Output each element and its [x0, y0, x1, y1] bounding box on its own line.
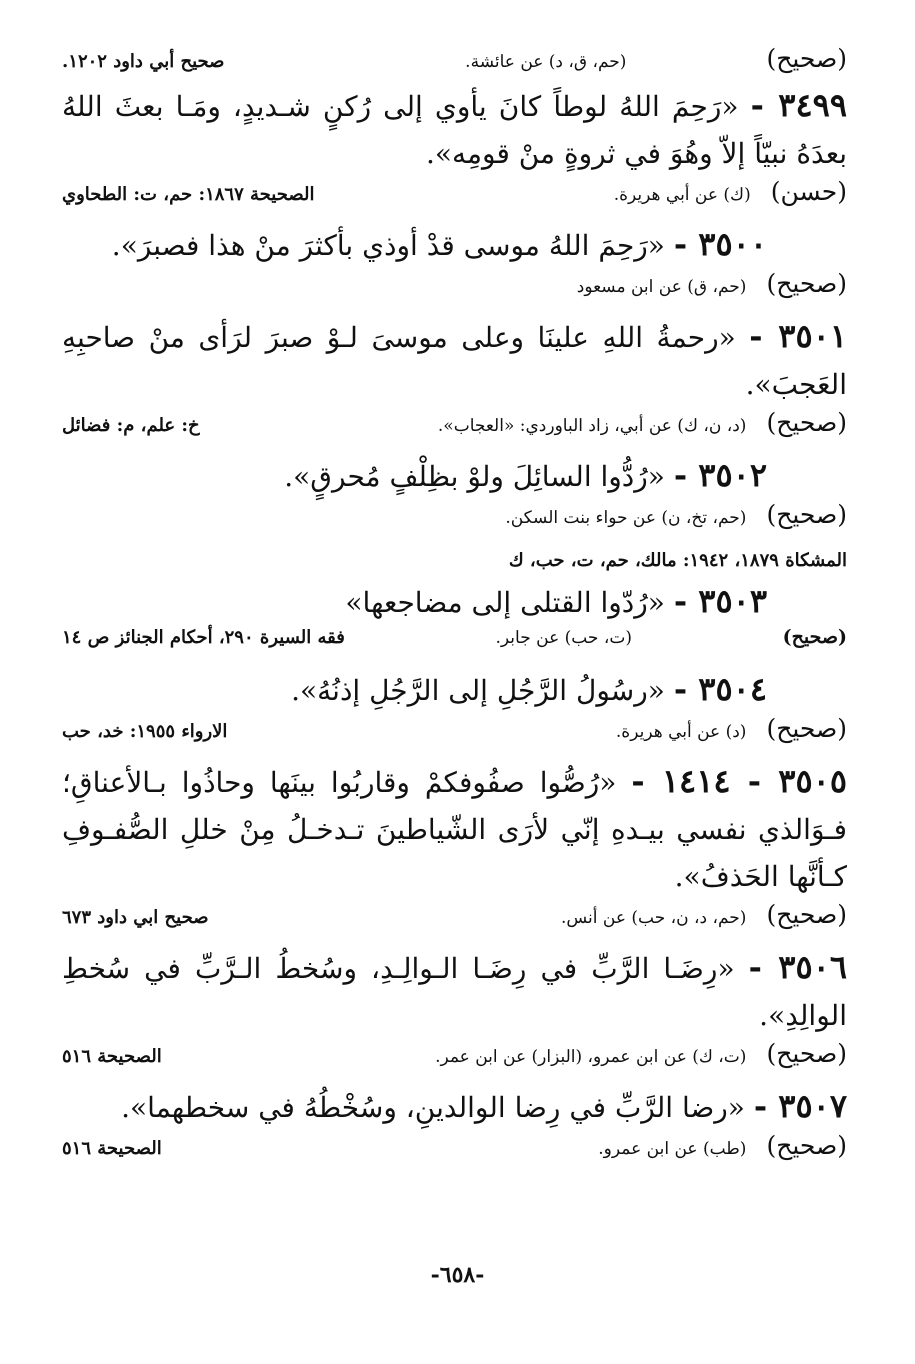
reference-text: الصحيحة ٥١٦: [62, 1138, 162, 1159]
reference-text: صحيح ابي داود ٦٧٣: [62, 907, 209, 928]
source-text: (طب) عن ابن عمرو.: [598, 1139, 747, 1159]
hadith-text: «رسُولُ الرَّجُلِ إلى الرَّجُلِ إذنُهُ».: [291, 674, 665, 707]
source-text: (حم، تخ، ن) عن حواء بنت السكن.: [505, 508, 747, 528]
info-line-top: [62, 44, 847, 82]
hadith-number: ٣٥٠٧ -: [753, 1087, 847, 1125]
hadith-text: «رَحِمَ اللهُ لوطاً كانَ يأوي إلى رُكنٍ شـديدٍ، ومَـا بعثَ اللهُ بعدَهُ نبيّاً إلاّ وهُوَ في ثروةٍ منْ قومِه».: [62, 90, 847, 170]
hadith-text: «رحمةُ اللهِ علينَا وعلى موسىَ لـوْ صبرَ لرَأى منْ صاحبِهِ العَجبَ».: [62, 321, 847, 401]
source-text: (حم، د، ن، حب) عن أنس.: [560, 908, 747, 928]
grade-label: (صحيح): [766, 900, 847, 929]
info-line-3505: [62, 900, 847, 944]
hadith-number: ٣٥٠٠ -: [673, 225, 767, 263]
reference-text: فقه السيرة ٢٩٠، أحكام الجنائز ص ١٤: [62, 627, 345, 648]
reference-text: صحيح أبي داود ١٢٠٢.: [62, 51, 225, 72]
grade-label: (صحيح): [766, 44, 847, 73]
grade-label: (صحيح): [766, 269, 847, 298]
grade-label: (صحيح): [782, 626, 847, 648]
grade-label: (صحيح): [766, 714, 847, 743]
source-text: (ت، حب) عن جابر.: [495, 628, 632, 648]
info-line-3499: [62, 177, 847, 221]
hadith-3506: [62, 944, 847, 1039]
source-text: (حم، ق) عن ابن مسعود: [576, 277, 747, 297]
info-line-3504: [62, 714, 847, 758]
hadith-3507: [62, 1083, 847, 1131]
info-line-3506: [62, 1039, 847, 1083]
source-text: (د) عن أبي هريرة.: [615, 722, 747, 742]
hadith-text: «رُدُّوا السائِلَ ولوْ بظِلْفٍ مُحرقٍ».: [284, 460, 665, 493]
info-line-3507: [62, 1131, 847, 1175]
grade-label: (صحيح): [766, 408, 847, 437]
hadith-3504: [62, 666, 847, 714]
hadith-text: «رَحِمَ اللهُ موسى قدْ أوذي بأكثرَ منْ هذا فصبرَ».: [111, 229, 665, 262]
hadith-text: «رُصُّوا صفُوفكمْ وقاربُوا بينَها وحاذُوا بـالأعناقِ؛ فـوَالذي نفسي بيـدهِ إنّي لأرَى الشّياطينَ تـدخـلُ مِنْ خللِ الصُّفـوفِ كـأنَّها الحَذفُ».: [62, 766, 847, 893]
grade-label: (حسن): [770, 177, 847, 206]
hadith-3499: [62, 82, 847, 177]
source-text: (ك) عن أبي هريرة.: [613, 185, 751, 205]
reference-text: الصحيحة ٥١٦: [62, 1046, 162, 1067]
hadith-number: ٣٥٠٥ - ١٤١٤ -: [631, 762, 848, 800]
grade-label: (صحيح): [766, 1131, 847, 1160]
hadith-number: ٣٥٠٣ -: [673, 582, 767, 620]
hadith-3502: [62, 452, 847, 500]
hadith-number: ٣٥٠١ -: [749, 317, 848, 355]
hadith-number: ٣٥٠٦ -: [748, 948, 848, 986]
source-text: (حم، ق، د) عن عائشة.: [465, 52, 627, 72]
info-line-3502: [62, 500, 847, 544]
source-text: (ت، ك) عن ابن عمرو، (البزار) عن ابن عمر.: [435, 1047, 747, 1067]
reference-text: الصحيحة ١٨٦٧: حم، ت: الطحاوي: [62, 184, 315, 205]
hadith-3500: [62, 221, 847, 269]
hadith-3505: [62, 758, 847, 900]
reference-text: المشكاة ١٨٧٩، ١٩٤٢: مالك، حم، ت، حب، ك: [508, 550, 847, 571]
hadith-number: ٣٤٩٩ -: [750, 86, 847, 124]
hadith-text: «رُدّوا القتلى إلى مضاجعها»: [345, 586, 665, 619]
grade-label: (صحيح): [766, 500, 847, 529]
hadith-3501: [62, 313, 847, 408]
info-line-3503: [62, 626, 847, 666]
info-line-3500: [62, 269, 847, 313]
reference-text: خ: علم، م: فضائل: [62, 415, 200, 436]
reference-text: الارواء ١٩٥٥: خد، حب: [62, 721, 228, 742]
page-number: -٦٥٨-: [430, 1262, 485, 1288]
grade-label: (صحيح): [766, 1039, 847, 1068]
source-text: (د، ن، ك) عن أبي، زاد الباوردي: «العجاب».: [437, 416, 747, 436]
hadith-text: «رِضَـا الرَّبِّ في رِضَـا الـوالِـدِ، وسُخطُ الـرَّبِّ في سُخطِ الوالِدِ».: [62, 952, 847, 1032]
hadith-number: ٣٥٠٢ -: [673, 456, 767, 494]
hadith-number: ٣٥٠٤ -: [673, 670, 767, 708]
hadith-3503: [62, 578, 847, 626]
info-line-3501: [62, 408, 847, 452]
hadith-text: «رضا الرَّبِّ في رِضا الوالدينِ، وسُخْطُهُ في سخطهما».: [121, 1091, 745, 1124]
